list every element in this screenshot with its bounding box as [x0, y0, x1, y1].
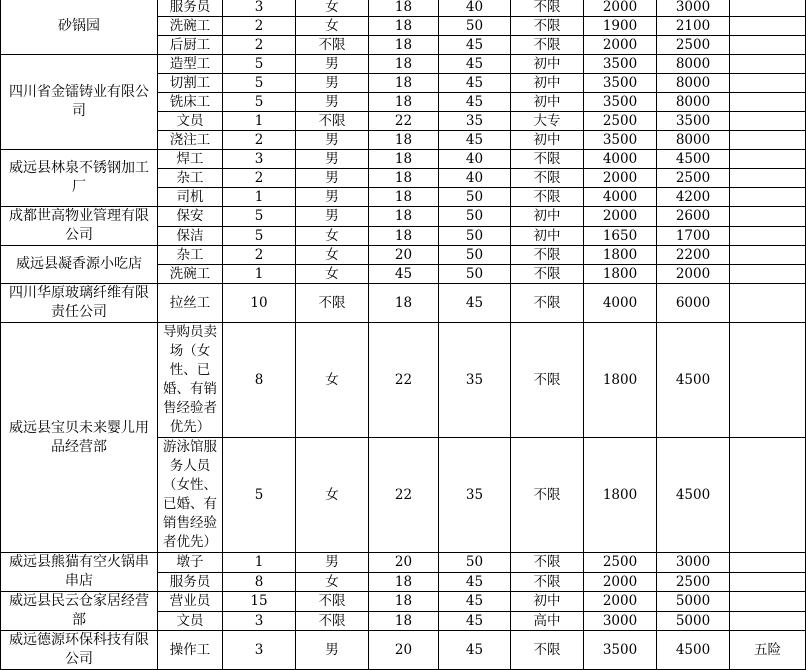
headcount: 5	[223, 226, 296, 246]
age-min: 20	[369, 246, 439, 265]
table-row	[1, 553, 806, 573]
salary-min: 2000	[584, 592, 657, 612]
salary-max: 1700	[657, 226, 730, 246]
job-title: 服务员	[158, 0, 223, 17]
headcount: 8	[223, 323, 296, 438]
gender: 男	[296, 74, 369, 93]
education: 不限	[511, 572, 584, 592]
benefits	[730, 17, 806, 36]
job-title: 营业员	[158, 592, 223, 612]
salary-min: 3500	[584, 131, 657, 150]
headcount: 3	[223, 150, 296, 169]
education: 不限	[511, 631, 584, 670]
age-max: 45	[439, 55, 511, 74]
age-min: 18	[369, 207, 439, 227]
benefits	[730, 74, 806, 93]
age-min: 18	[369, 55, 439, 74]
headcount: 8	[223, 572, 296, 592]
age-min: 18	[369, 17, 439, 36]
age-min: 18	[369, 592, 439, 612]
education: 初中	[511, 55, 584, 74]
salary-max: 5000	[657, 592, 730, 612]
table-row	[1, 0, 806, 17]
job-title: 服务员	[158, 572, 223, 592]
education: 初中	[511, 207, 584, 227]
salary-min: 3500	[584, 55, 657, 74]
age-min: 18	[369, 36, 439, 55]
benefits	[730, 36, 806, 55]
salary-max: 8000	[657, 131, 730, 150]
age-min: 18	[369, 93, 439, 112]
job-title: 洗碗工	[158, 265, 223, 284]
headcount: 5	[223, 55, 296, 74]
table-row	[1, 55, 806, 74]
age-min: 18	[369, 226, 439, 246]
age-max: 50	[439, 17, 511, 36]
salary-min: 1800	[584, 246, 657, 265]
age-max: 45	[439, 572, 511, 592]
age-min: 18	[369, 150, 439, 169]
salary-min: 2000	[584, 169, 657, 188]
salary-min: 2500	[584, 553, 657, 573]
age-max: 35	[439, 438, 511, 553]
company-name: 威远县凝香源小吃店	[1, 246, 158, 284]
benefits	[730, 265, 806, 284]
education: 不限	[511, 36, 584, 55]
salary-max: 2200	[657, 246, 730, 265]
age-max: 45	[439, 592, 511, 612]
benefits	[730, 188, 806, 207]
education: 不限	[511, 553, 584, 573]
salary-max: 2500	[657, 572, 730, 592]
age-max: 50	[439, 226, 511, 246]
job-title: 导购员卖场（女性、已婚、有销售经验者优先）	[158, 323, 223, 438]
gender: 不限	[296, 592, 369, 612]
job-title: 后厨工	[158, 36, 223, 55]
salary-max: 4500	[657, 323, 730, 438]
company-name: 威远县林泉不锈钢加工厂	[1, 150, 158, 207]
headcount: 5	[223, 74, 296, 93]
age-max: 50	[439, 265, 511, 284]
headcount: 5	[223, 438, 296, 553]
benefits	[730, 553, 806, 573]
gender: 男	[296, 131, 369, 150]
benefits	[730, 112, 806, 131]
company-name: 成都世高物业管理有限公司	[1, 207, 158, 246]
gender: 男	[296, 55, 369, 74]
benefits	[730, 438, 806, 553]
benefits	[730, 207, 806, 227]
benefits	[730, 169, 806, 188]
age-min: 20	[369, 631, 439, 670]
benefits	[730, 0, 806, 17]
salary-min: 1650	[584, 226, 657, 246]
benefits	[730, 150, 806, 169]
age-min: 18	[369, 74, 439, 93]
salary-min: 2000	[584, 36, 657, 55]
salary-min: 1800	[584, 265, 657, 284]
company-name: 威远德源环保科技有限公司	[1, 631, 158, 670]
salary-min: 3500	[584, 74, 657, 93]
table-row	[1, 323, 806, 438]
salary-max: 6000	[657, 284, 730, 323]
salary-min: 2000	[584, 207, 657, 227]
age-max: 50	[439, 188, 511, 207]
company-name: 四川省金镭铸业有限公司	[1, 55, 158, 150]
education: 不限	[511, 150, 584, 169]
job-title: 墩子	[158, 553, 223, 573]
gender: 不限	[296, 112, 369, 131]
age-max: 50	[439, 207, 511, 227]
salary-max: 4500	[657, 150, 730, 169]
benefits: 五险	[730, 631, 806, 670]
headcount: 1	[223, 553, 296, 573]
salary-min: 1800	[584, 323, 657, 438]
benefits	[730, 592, 806, 612]
headcount: 2	[223, 17, 296, 36]
headcount: 2	[223, 169, 296, 188]
education: 大专	[511, 112, 584, 131]
headcount: 10	[223, 284, 296, 323]
table-row	[1, 207, 806, 227]
salary-max: 3000	[657, 553, 730, 573]
age-min: 22	[369, 323, 439, 438]
job-title: 洗碗工	[158, 17, 223, 36]
headcount: 5	[223, 207, 296, 227]
age-min: 18	[369, 284, 439, 323]
salary-min: 2500	[584, 112, 657, 131]
education: 不限	[511, 284, 584, 323]
salary-max: 2000	[657, 265, 730, 284]
table-row	[1, 246, 806, 265]
job-title: 保安	[158, 207, 223, 227]
salary-min: 1800	[584, 438, 657, 553]
salary-max: 2500	[657, 169, 730, 188]
job-title: 保洁	[158, 226, 223, 246]
gender: 男	[296, 631, 369, 670]
salary-max: 8000	[657, 93, 730, 112]
benefits	[730, 93, 806, 112]
salary-max: 8000	[657, 55, 730, 74]
age-min: 18	[369, 572, 439, 592]
benefits	[730, 246, 806, 265]
education: 初中	[511, 93, 584, 112]
headcount: 2	[223, 131, 296, 150]
age-min: 22	[369, 112, 439, 131]
salary-min: 3500	[584, 631, 657, 670]
job-title: 拉丝工	[158, 284, 223, 323]
education: 不限	[511, 0, 584, 17]
salary-max: 2100	[657, 17, 730, 36]
age-max: 40	[439, 0, 511, 17]
salary-min: 3000	[584, 611, 657, 631]
age-max: 35	[439, 112, 511, 131]
salary-max: 2600	[657, 207, 730, 227]
gender: 女	[296, 265, 369, 284]
table-row	[1, 150, 806, 169]
headcount: 5	[223, 93, 296, 112]
age-max: 40	[439, 150, 511, 169]
age-max: 45	[439, 131, 511, 150]
salary-max: 4500	[657, 438, 730, 553]
salary-max: 3000	[657, 0, 730, 17]
job-title: 铣床工	[158, 93, 223, 112]
salary-min: 3500	[584, 93, 657, 112]
table-row	[1, 284, 806, 323]
benefits	[730, 55, 806, 74]
job-title: 游泳馆服务人员（女性、已婚、有销售经验者优先）	[158, 438, 223, 553]
age-min: 22	[369, 438, 439, 553]
age-max: 45	[439, 611, 511, 631]
company-name: 四川华原玻璃纤维有限责任公司	[1, 284, 158, 323]
age-max: 50	[439, 246, 511, 265]
headcount: 2	[223, 36, 296, 55]
headcount: 1	[223, 265, 296, 284]
salary-max: 2500	[657, 36, 730, 55]
age-min: 18	[369, 188, 439, 207]
headcount: 15	[223, 592, 296, 612]
salary-min: 2000	[584, 0, 657, 17]
salary-min: 4000	[584, 284, 657, 323]
education: 初中	[511, 592, 584, 612]
age-max: 45	[439, 36, 511, 55]
benefits	[730, 572, 806, 592]
gender: 男	[296, 169, 369, 188]
gender: 女	[296, 226, 369, 246]
age-min: 20	[369, 553, 439, 573]
age-max: 50	[439, 553, 511, 573]
education: 高中	[511, 611, 584, 631]
salary-max: 8000	[657, 74, 730, 93]
gender: 不限	[296, 611, 369, 631]
gender: 女	[296, 0, 369, 17]
salary-max: 4200	[657, 188, 730, 207]
age-min: 18	[369, 169, 439, 188]
gender: 女	[296, 438, 369, 553]
education: 不限	[511, 265, 584, 284]
table-row	[1, 592, 806, 612]
age-max: 45	[439, 631, 511, 670]
education: 初中	[511, 74, 584, 93]
company-name: 砂锅园	[1, 0, 158, 55]
education: 初中	[511, 226, 584, 246]
table-row	[1, 631, 806, 670]
salary-min: 4000	[584, 188, 657, 207]
education: 不限	[511, 246, 584, 265]
age-max: 45	[439, 93, 511, 112]
education: 不限	[511, 323, 584, 438]
company-name: 威远县熊猫有空火锅串串店	[1, 553, 158, 592]
salary-max: 4500	[657, 631, 730, 670]
job-title: 杂工	[158, 246, 223, 265]
job-title: 浇注工	[158, 131, 223, 150]
age-min: 18	[369, 611, 439, 631]
company-name: 威远县民云仓家居经营部	[1, 592, 158, 631]
gender: 不限	[296, 36, 369, 55]
age-min: 18	[369, 0, 439, 17]
job-title: 杂工	[158, 169, 223, 188]
gender: 男	[296, 553, 369, 573]
age-max: 45	[439, 74, 511, 93]
gender: 男	[296, 93, 369, 112]
age-min: 18	[369, 131, 439, 150]
job-title: 文员	[158, 611, 223, 631]
benefits	[730, 226, 806, 246]
job-title: 文员	[158, 112, 223, 131]
gender: 女	[296, 246, 369, 265]
headcount: 1	[223, 188, 296, 207]
age-max: 40	[439, 169, 511, 188]
gender: 不限	[296, 284, 369, 323]
gender: 男	[296, 207, 369, 227]
benefits	[730, 131, 806, 150]
job-title: 操作工	[158, 631, 223, 670]
headcount: 2	[223, 246, 296, 265]
benefits	[730, 284, 806, 323]
salary-min: 2000	[584, 572, 657, 592]
gender: 男	[296, 188, 369, 207]
benefits	[730, 611, 806, 631]
age-max: 35	[439, 323, 511, 438]
education: 不限	[511, 188, 584, 207]
gender: 女	[296, 323, 369, 438]
headcount: 1	[223, 112, 296, 131]
company-name: 威远县宝贝未来婴儿用品经营部	[1, 323, 158, 553]
headcount: 3	[223, 611, 296, 631]
salary-max: 5000	[657, 611, 730, 631]
gender: 男	[296, 150, 369, 169]
job-title: 造型工	[158, 55, 223, 74]
education: 不限	[511, 438, 584, 553]
salary-min: 4000	[584, 150, 657, 169]
salary-max: 3500	[657, 112, 730, 131]
headcount: 3	[223, 0, 296, 17]
gender: 女	[296, 572, 369, 592]
benefits	[730, 323, 806, 438]
education: 初中	[511, 131, 584, 150]
age-min: 45	[369, 265, 439, 284]
salary-min: 1900	[584, 17, 657, 36]
job-title: 焊工	[158, 150, 223, 169]
education: 不限	[511, 17, 584, 36]
gender: 女	[296, 17, 369, 36]
job-title: 切割工	[158, 74, 223, 93]
age-max: 45	[439, 284, 511, 323]
headcount: 3	[223, 631, 296, 670]
job-title: 司机	[158, 188, 223, 207]
education: 不限	[511, 169, 584, 188]
